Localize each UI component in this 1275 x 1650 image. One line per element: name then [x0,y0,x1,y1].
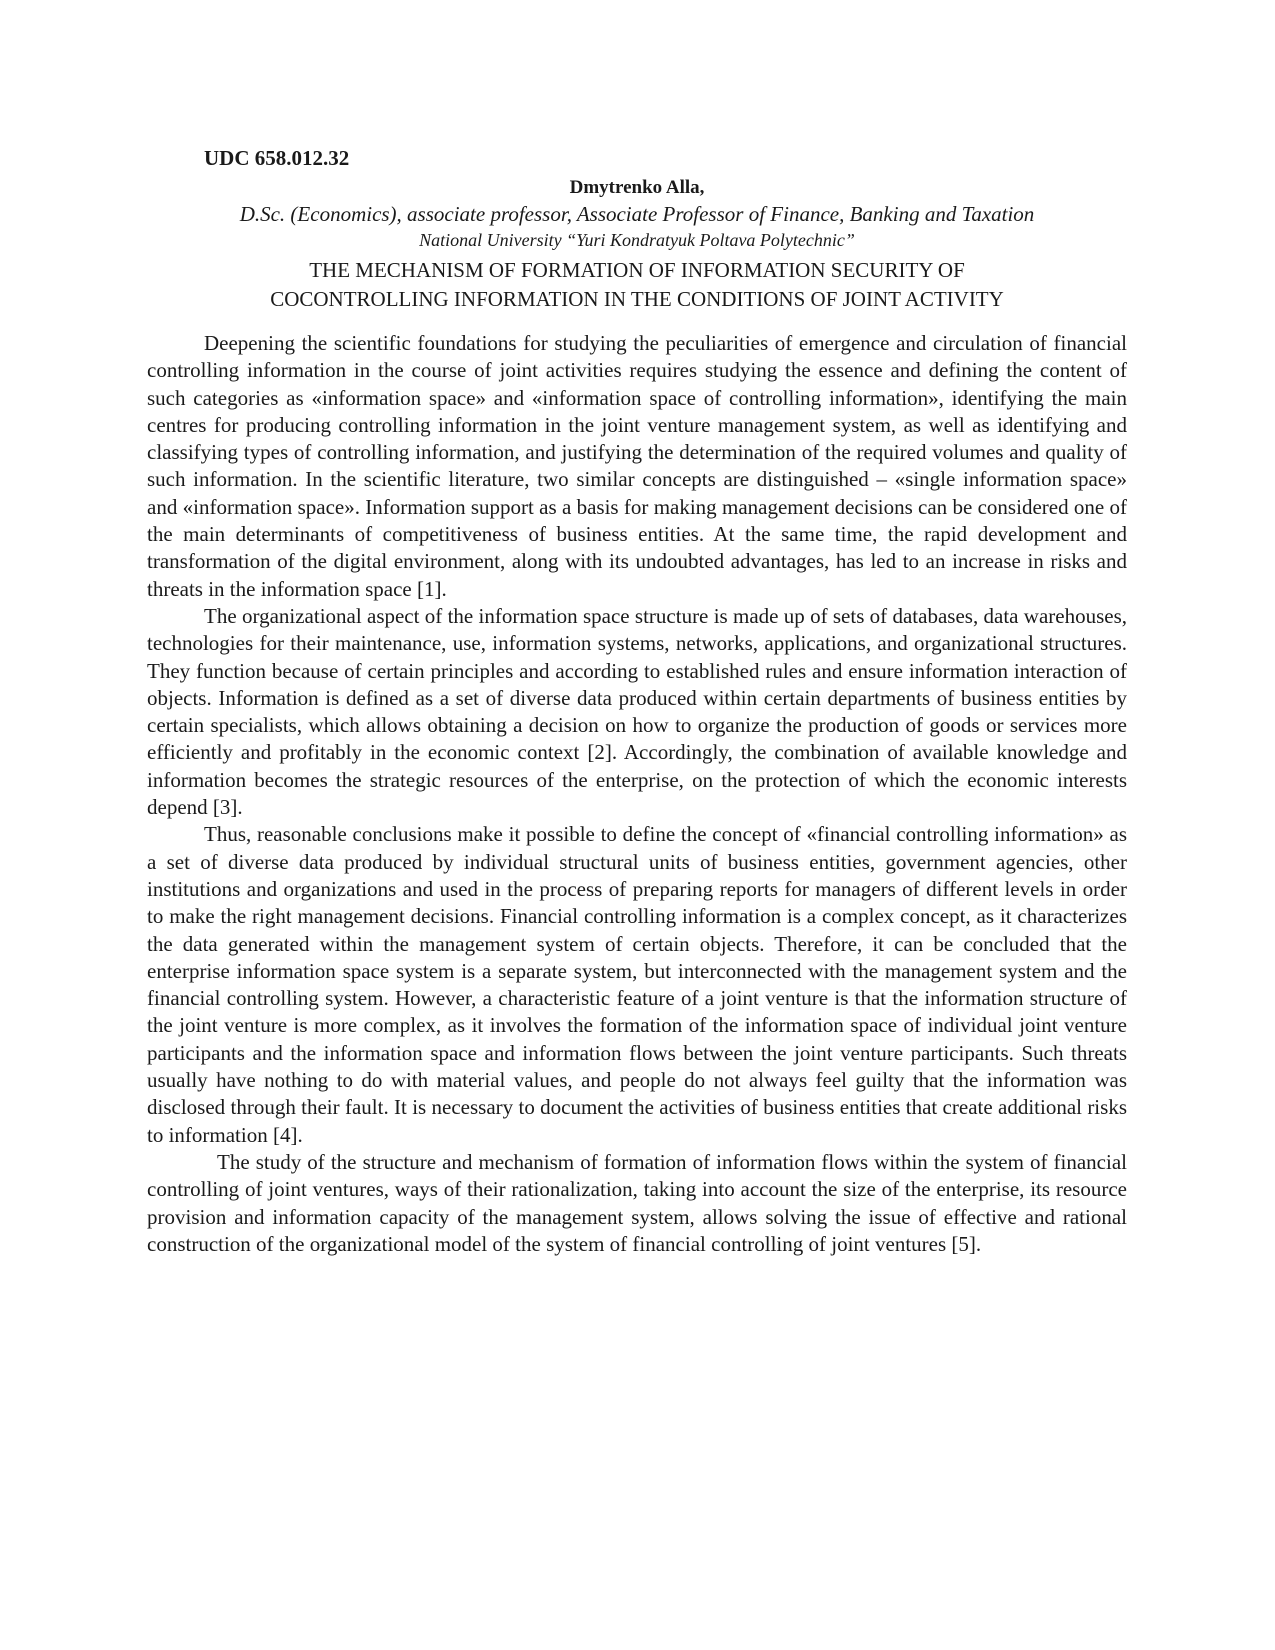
article-body [147,330,1127,1258]
body-paragraph-4: The study of the structure and mechanism of formation of information flows within the system of financial controlling of joint ventures, ways of their rationalization, taking into account the size of the enterprise, its resource provision and information capacity of the management system, allows solving the issue of effective and rational construction of the organizational model of the system of financial controlling of joint ventures [5]. [147,1149,1127,1256]
udc-code: UDC 658.012.32 [204,146,350,170]
article-title-line1: THE MECHANISM OF FORMATION OF INFORMATION SECURITY OF [309,258,965,282]
article-title [147,256,1127,314]
author-name: Dmytrenko Alla, [569,177,705,198]
article-title-line2: COCONTROLLING INFORMATION IN THE CONDITIONS OF JOINT ACTIVITY [270,287,1004,311]
author-affiliation-line2: National University “Yuri Kondratyuk Poltava Polytechnic” [419,230,855,250]
body-paragraph-2: The organizational aspect of the information space structure is made up of sets of databases, data warehouses, technologies for their maintenance, use, information systems, networks, applications, and organizational structures. They function because of certain principles and according to established rules and ensure information interaction of objects. Information is defined as a set of diverse data produced within certain departments of business entities by certain specialists, which allows obtaining a decision on how to organize the production of goods or services more efficiently and profitably in the economic context [2]. Accordingly, the combination of available knowledge and information becomes the strategic resources of the enterprise, on the protection of which the economic interests depend [3]. [147,603,1127,820]
body-paragraph-3: Thus, reasonable conclusions make it possible to define the concept of «financial controlling information» as a set of diverse data produced by individual structural units of business entities, government agencies, other institutions and organizations and used in the process of preparing reports for managers of different levels in order to make the right management decisions. Financial controlling information is a complex concept, as it characterizes the data generated within the management system of certain objects. Therefore, it can be concluded that the enterprise information space system is a separate system, but interconnected with the management system and the financial controlling system. However, a characteristic feature of a joint venture is that the information structure of the joint venture is more complex, as it involves the formation of the information space of individual joint venture participants and the information space and information flows between the joint venture participants. Such threats usually have nothing to do with material values, and people do not always feel guilty that the information was disclosed through their fault. It is necessary to document the activities of business entities that create additional risks to information [4]. [147,822,1127,1147]
body-paragraph-1: Deepening the scientific foundations for studying the peculiarities of emergence and circulation of financial controlling information in the course of joint activities requires studying the essence and defining the content of such categories as «information space» and «information space of controlling information», identifying the main centres for producing controlling information in the joint venture management system, as well as identifying and classifying types of controlling information, and justifying the determination of the required volumes and quality of such information. In the scientific literature, two similar concepts are distinguished – «single information space» and «information space». Information support as a basis for making management decisions can be considered one of the main determinants of competitiveness of business entities. At the same time, the rapid development and transformation of the digital environment, along with its undoubted advantages, has led to an increase in risks and threats in the information space [1]. [147,331,1127,601]
author-affiliation-line1: D.Sc. (Economics), associate professor, Associate Professor of Finance, Banking and Taxation [239,202,1035,226]
